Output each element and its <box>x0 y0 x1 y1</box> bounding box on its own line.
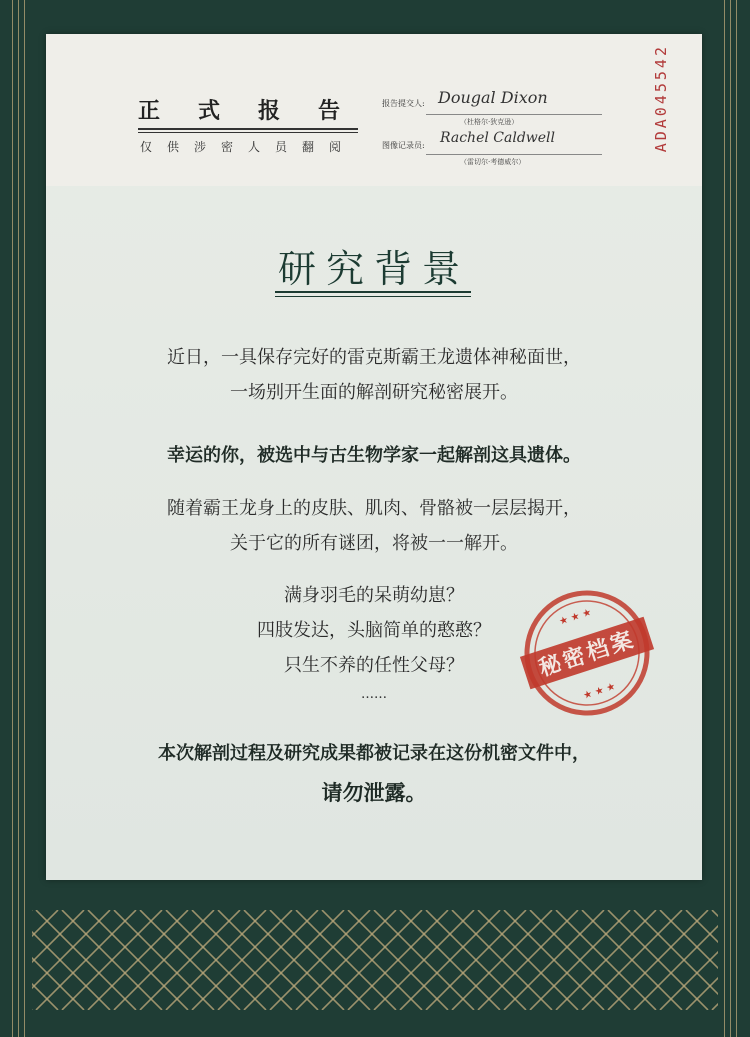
frame-line <box>724 0 725 1037</box>
section-heading: 研究背景 <box>277 247 470 291</box>
frame-line <box>730 0 731 1037</box>
lattice-line <box>32 910 58 1010</box>
serial-number: ADA045542 <box>652 44 670 153</box>
stamp-text: 秘密档案 <box>535 626 639 682</box>
report-paper <box>46 34 702 880</box>
title-rule <box>138 132 358 133</box>
submitter-cn-name: （杜格尔·狄克逊） <box>460 118 519 126</box>
recorder-label: 图像记录员: <box>382 141 425 150</box>
report-subtitle: 仅供涉密人员翻阅 <box>140 140 357 154</box>
report-header <box>46 34 702 186</box>
recorder-signature: Rachel Caldwell <box>440 130 556 146</box>
heading-rule <box>275 291 471 293</box>
report-title: 正式报告 <box>138 98 379 124</box>
frame-line <box>18 0 19 1037</box>
lattice-line <box>712 910 718 1010</box>
gold-lattice-pattern <box>32 910 718 1010</box>
recorder-cn-name: （雷切尔·考德威尔） <box>460 158 526 166</box>
frame-line <box>736 0 737 1037</box>
submitter-label: 报告提交人: <box>382 99 425 108</box>
closing-paragraph <box>46 736 702 815</box>
lucky-paragraph: 幸运的你，被选中与古生物学家一起解剖这具遗体。 <box>167 445 581 466</box>
intro-line-2: 一场别开生面的解剖研究秘密展开。 <box>230 382 518 403</box>
lattice-line <box>712 910 718 1010</box>
frame-line <box>12 0 13 1037</box>
ellipsis: …… <box>361 687 387 702</box>
stamp-star: ★ ★ ★ <box>557 606 593 628</box>
title-rule <box>138 128 358 130</box>
heading-rule <box>275 296 471 297</box>
signature-line <box>426 114 602 115</box>
intro-paragraph <box>46 340 702 410</box>
lattice-line <box>32 910 58 1010</box>
closing-line-1: 本次解剖过程及研究成果都被记录在这份机密文件中， <box>158 743 590 764</box>
question-3: 只生不养的任性父母？ <box>284 655 464 676</box>
intro-line-1: 近日，一具保存完好的雷克斯霸王龙遗体神秘面世， <box>167 347 581 368</box>
lattice-line <box>660 910 718 1010</box>
submitter-signature: Dougal Dixon <box>438 88 548 107</box>
signature-line <box>426 154 602 155</box>
reveal-line-2: 关于它的所有谜团，将被一一解开。 <box>230 533 518 554</box>
reveal-paragraph <box>46 491 702 561</box>
reveal-line-1: 随着霸王龙身上的皮肤、肌肉、骨骼被一层层揭开， <box>167 498 581 519</box>
closing-line-2: 请勿泄露。 <box>321 780 427 805</box>
frame-line <box>24 0 25 1037</box>
question-2: 四肢发达，头脑简单的憨憨？ <box>257 620 491 641</box>
stamp-star: ★ ★ ★ <box>581 681 618 702</box>
question-1: 满身羽毛的呆萌幼崽？ <box>284 585 464 606</box>
